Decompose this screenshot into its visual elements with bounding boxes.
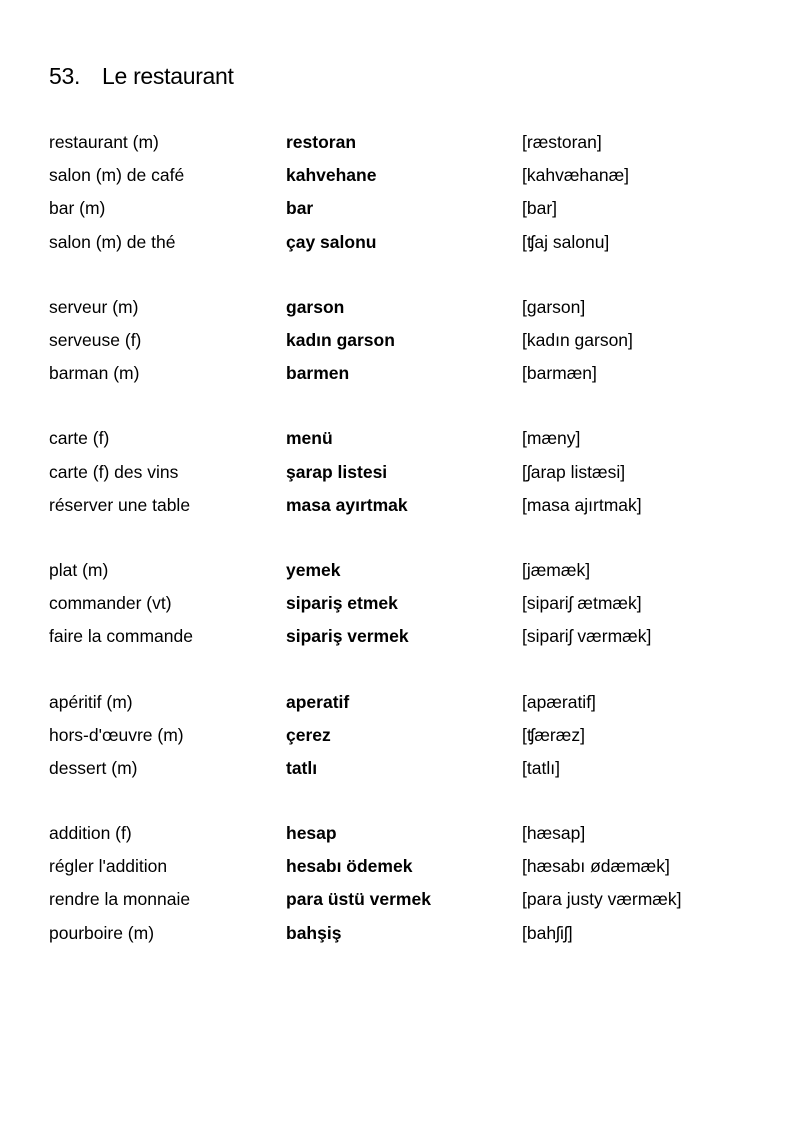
pronunciation: [kadın garson] bbox=[522, 330, 633, 351]
turkish-term: kadın garson bbox=[286, 330, 395, 351]
french-term: hors-d'œuvre (m) bbox=[49, 724, 184, 745]
vocab-row bbox=[49, 850, 769, 883]
pronunciation: [apæratif] bbox=[522, 691, 596, 712]
french-term: apéritif (m) bbox=[49, 691, 133, 712]
turkish-term: çerez bbox=[286, 724, 331, 745]
pronunciation: [ʃarap listæsi] bbox=[522, 461, 626, 482]
french-term: addition (f) bbox=[49, 823, 132, 844]
vocab-row bbox=[49, 752, 769, 785]
turkish-term: hesap bbox=[286, 823, 337, 844]
french-term: serveur (m) bbox=[49, 296, 139, 317]
turkish-term: barmen bbox=[286, 363, 350, 384]
pronunciation: [tatlı] bbox=[522, 757, 560, 778]
section-number: 53. bbox=[49, 63, 81, 89]
pronunciation: [hæsap] bbox=[522, 823, 586, 844]
turkish-term: kahvehane bbox=[286, 165, 377, 186]
turkish-term: aperatif bbox=[286, 691, 350, 712]
french-term: barman (m) bbox=[49, 363, 140, 384]
turkish-term: bahşiş bbox=[286, 922, 342, 943]
pronunciation: [ʧæræz] bbox=[522, 724, 585, 745]
vocab-group bbox=[49, 126, 769, 259]
pronunciation: [masa ajırtmak] bbox=[522, 494, 642, 515]
french-term: salon (m) de thé bbox=[49, 231, 176, 252]
french-term: pourboire (m) bbox=[49, 922, 155, 943]
pronunciation: [bar] bbox=[522, 198, 558, 219]
pronunciation: [barmæn] bbox=[522, 363, 597, 384]
vocab-row bbox=[49, 226, 769, 259]
pronunciation: [garson] bbox=[522, 296, 586, 317]
turkish-term: yemek bbox=[286, 559, 341, 580]
turkish-term: garson bbox=[286, 296, 345, 317]
pronunciation: [sipariʃ ætmæk] bbox=[522, 593, 642, 614]
pronunciation: [sipariʃ værmæk] bbox=[522, 626, 652, 647]
vocab-row bbox=[49, 719, 769, 752]
vocab-row bbox=[49, 291, 769, 324]
section-title: Le restaurant bbox=[102, 63, 234, 89]
pronunciation: [para justy værmæk] bbox=[522, 889, 682, 910]
pronunciation: [jæmæk] bbox=[522, 559, 591, 580]
french-term: carte (f) bbox=[49, 428, 110, 449]
turkish-term: restoran bbox=[286, 132, 357, 153]
vocab-row bbox=[49, 159, 769, 192]
vocab-row bbox=[49, 357, 769, 390]
turkish-term: para üstü vermek bbox=[286, 889, 431, 910]
vocab-row bbox=[49, 917, 769, 950]
vocab-row bbox=[49, 587, 769, 620]
french-term: dessert (m) bbox=[49, 757, 138, 778]
vocab-group bbox=[49, 422, 769, 522]
pronunciation: [mæny] bbox=[522, 428, 581, 449]
turkish-term: hesabı ödemek bbox=[286, 856, 413, 877]
pronunciation: [hæsabı ødæmæk] bbox=[522, 856, 670, 877]
french-term: faire la commande bbox=[49, 626, 193, 647]
vocab-group bbox=[49, 817, 769, 950]
french-term: réserver une table bbox=[49, 494, 191, 515]
french-term: régler l'addition bbox=[49, 856, 168, 877]
vocab-row bbox=[49, 883, 769, 916]
vocab-row bbox=[49, 422, 769, 455]
vocabulary-list bbox=[49, 126, 769, 982]
vocab-row bbox=[49, 192, 769, 225]
vocab-row bbox=[49, 324, 769, 357]
french-term: restaurant (m) bbox=[49, 132, 159, 153]
turkish-term: bar bbox=[286, 198, 314, 219]
pronunciation: [ʧaj salonu] bbox=[522, 231, 610, 252]
vocab-row bbox=[49, 685, 769, 718]
french-term: bar (m) bbox=[49, 198, 106, 219]
vocab-row bbox=[49, 126, 769, 159]
vocab-row bbox=[49, 620, 769, 653]
french-term: carte (f) des vins bbox=[49, 461, 179, 482]
turkish-term: şarap listesi bbox=[286, 461, 388, 482]
french-term: salon (m) de café bbox=[49, 165, 185, 186]
vocab-row bbox=[49, 489, 769, 522]
vocab-group bbox=[49, 291, 769, 391]
turkish-term: sipariş etmek bbox=[286, 593, 398, 614]
vocab-group bbox=[49, 685, 769, 785]
turkish-term: masa ayırtmak bbox=[286, 494, 408, 515]
turkish-term: çay salonu bbox=[286, 231, 377, 252]
turkish-term: sipariş vermek bbox=[286, 626, 409, 647]
pronunciation: [bahʃiʃ] bbox=[522, 922, 573, 943]
vocab-row bbox=[49, 456, 769, 489]
page-title bbox=[49, 63, 234, 90]
vocab-row bbox=[49, 554, 769, 587]
french-term: rendre la monnaie bbox=[49, 889, 191, 910]
french-term: commander (vt) bbox=[49, 593, 172, 614]
vocab-group bbox=[49, 554, 769, 654]
french-term: plat (m) bbox=[49, 559, 109, 580]
pronunciation: [kahvæhanæ] bbox=[522, 165, 630, 186]
vocab-row bbox=[49, 817, 769, 850]
turkish-term: tatlı bbox=[286, 757, 318, 778]
french-term: serveuse (f) bbox=[49, 330, 142, 351]
turkish-term: menü bbox=[286, 428, 333, 449]
pronunciation: [ræstoran] bbox=[522, 132, 602, 153]
